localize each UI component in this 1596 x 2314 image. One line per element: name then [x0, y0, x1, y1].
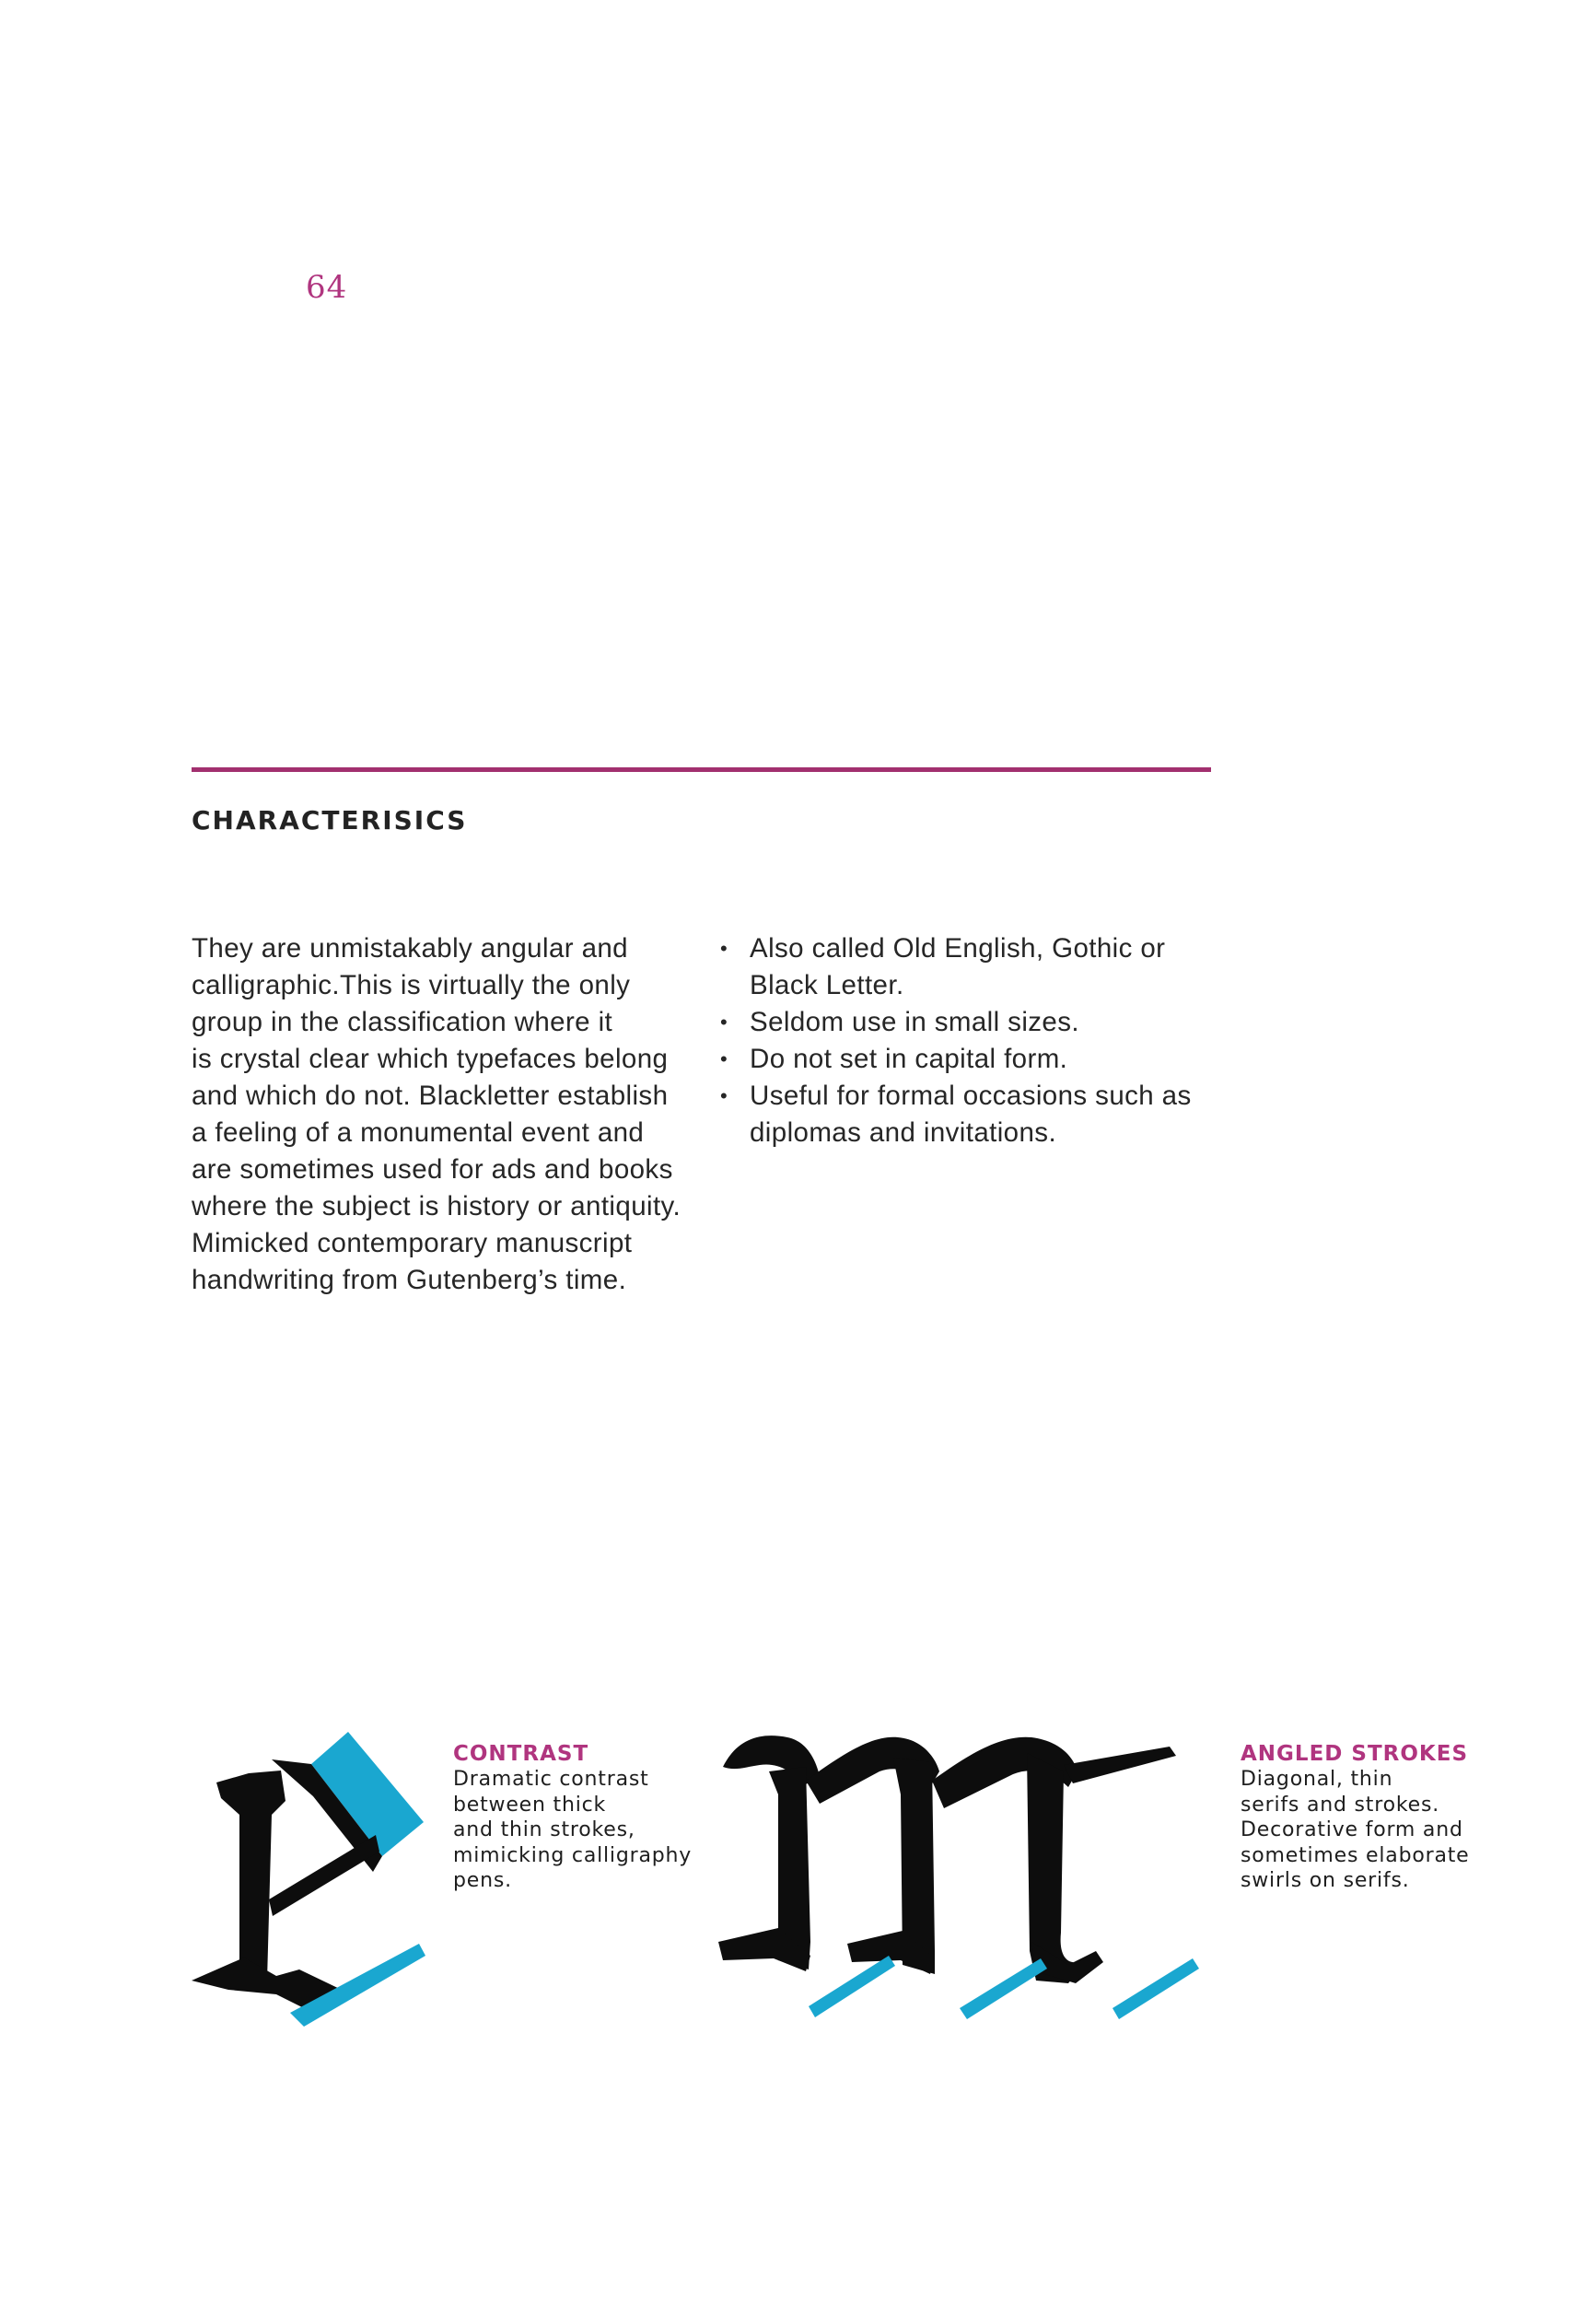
body-line: is crystal clear which typefaces belong: [192, 1044, 669, 1074]
body-line: group in the classification where it: [192, 1007, 613, 1037]
body-line: handwriting from Gutenberg’s time.: [192, 1265, 627, 1295]
bullet-icon: •: [720, 1047, 728, 1070]
caption-title: CONTRAST: [453, 1742, 589, 1766]
body-line: a feeling of a monumental event and: [192, 1117, 645, 1148]
body-line: are sometimes used for ads and books: [192, 1154, 673, 1185]
list-item-text: Useful for formal occasions such as: [750, 1081, 1192, 1111]
bullet-icon: •: [720, 937, 728, 960]
angled-highlight-3: [1113, 1958, 1199, 2019]
body-line: where the subject is history or antiquity.: [192, 1191, 682, 1221]
caption-text: Diagonal, thin serifs and strokes. Decorative form and sometimes elaborate swirls on serifs.: [1241, 1768, 1470, 1892]
angled-highlight-1: [809, 1956, 895, 2017]
caption-title: ANGLED STROKES: [1241, 1742, 1469, 1766]
page-number: 64: [306, 269, 348, 306]
e-crossbar: [269, 1835, 379, 1916]
blackletter-e-illustration: [184, 1732, 433, 2036]
angled-strokes-caption: [1241, 1741, 1470, 1894]
angled-highlight-2: [960, 1958, 1047, 2019]
list-item-text: Also called Old English, Gothic or: [750, 933, 1166, 964]
section-heading: CHARACTERISICS: [192, 805, 468, 836]
section-divider: [192, 767, 1211, 772]
list-item: [718, 1004, 1234, 1041]
list-item: [718, 1041, 1234, 1078]
list-item-text: Black Letter.: [750, 970, 904, 1000]
list-item: [718, 1078, 1234, 1151]
list-item-text: Seldom use in small sizes.: [750, 1007, 1079, 1037]
body-line: Mimicked contemporary manuscript: [192, 1228, 633, 1258]
bullet-icon: •: [720, 1011, 728, 1034]
list-item-text: Do not set in capital form.: [750, 1044, 1068, 1074]
body-paragraph: [192, 930, 707, 1299]
blackletter-m-illustration: [718, 1730, 1206, 2034]
list-item-text: diplomas and invitations.: [750, 1117, 1057, 1148]
e-stem: [216, 1771, 285, 1981]
caption-text: Dramatic contrast between thick and thin strokes, mimicking calligraphy pens.: [453, 1768, 693, 1892]
bullet-icon: •: [720, 1084, 728, 1107]
body-line: They are unmistakably angular and: [192, 933, 628, 964]
contrast-caption: [453, 1741, 692, 1894]
list-item: [718, 930, 1234, 1004]
characteristics-list: [718, 930, 1234, 1151]
body-line: calligraphic.This is virtually the only: [192, 970, 631, 1000]
m-right-flourish: [1064, 1747, 1176, 1783]
body-line: and which do not. Blackletter establish: [192, 1081, 669, 1111]
